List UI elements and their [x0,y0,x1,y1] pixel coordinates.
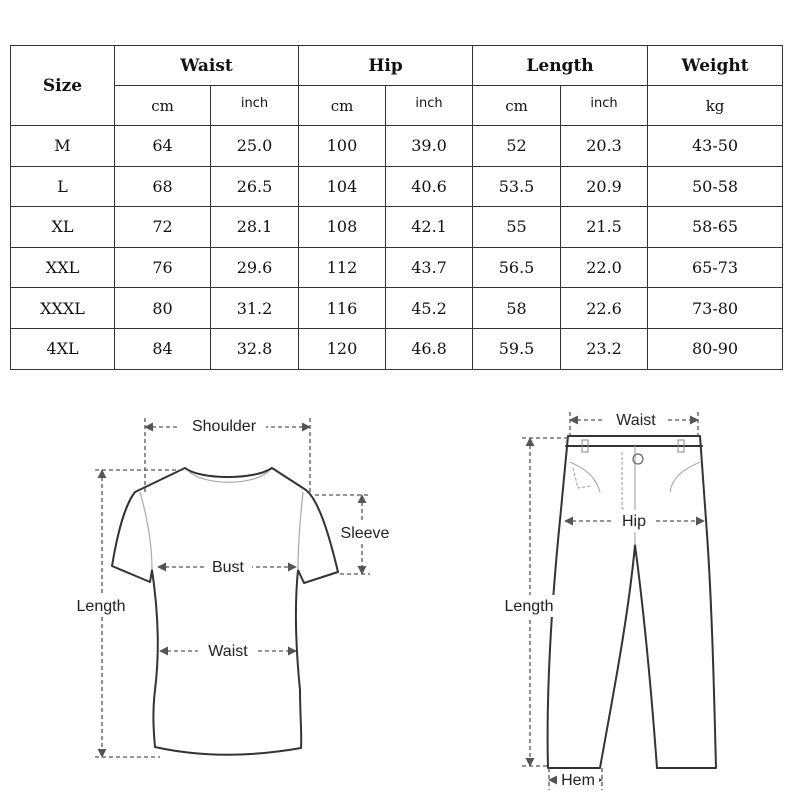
table-cell: 84 [115,328,211,369]
pants-length-label: Length [504,598,554,615]
table-cell: 22.6 [561,288,648,329]
table-cell: 45.2 [386,288,473,329]
length-cm-unit: cm [473,86,561,126]
table-cell: 32.8 [211,328,299,369]
waist-header: Waist [115,46,299,86]
tshirt-diagram [70,416,394,757]
tshirt-sleeve-seam-right [298,492,303,570]
table-cell: 55 [473,207,561,248]
table-cell: 4XL [11,328,115,369]
table-cell: 28.1 [211,207,299,248]
table-cell: 42.1 [386,207,473,248]
table-cell: 22.0 [561,247,648,288]
waist-inch-unit: inch [211,86,299,126]
table-cell: XL [11,207,115,248]
size-header: Size [11,46,115,126]
waist-cm-unit: cm [115,86,211,126]
table-cell: 26.5 [211,166,299,207]
shoulder-label: Shoulder [191,418,257,435]
table-cell: 65-73 [648,247,783,288]
table-cell: 58 [473,288,561,329]
size-rows [11,126,783,370]
table-cell: 20.3 [561,126,648,167]
tshirt-sleeve-seam-left [140,492,152,570]
length-inch-unit: inch [561,86,648,126]
table-cell: 108 [299,207,386,248]
weight-header: Weight [648,46,783,86]
table-cell: 50-58 [648,166,783,207]
table-cell: 52 [473,126,561,167]
table-cell: 120 [299,328,386,369]
table-cell: 116 [299,288,386,329]
bust-label: Bust [211,559,245,576]
table-cell: 43-50 [648,126,783,167]
table-cell: L [11,166,115,207]
table-cell: 39.0 [386,126,473,167]
table-cell: 56.5 [473,247,561,288]
table-cell: 20.9 [561,166,648,207]
shirt-length-label: Length [76,598,126,615]
table-cell: 100 [299,126,386,167]
table-cell: 72 [115,207,211,248]
table-row [11,288,783,329]
table-cell: 53.5 [473,166,561,207]
pants-pocket-left [570,462,600,492]
weight-kg-unit: kg [648,86,783,126]
hip-header: Hip [299,46,473,86]
hip-cm-unit: cm [299,86,386,126]
table-cell: 73-80 [648,288,783,329]
table-cell: 59.5 [473,328,561,369]
table-cell: XXL [11,247,115,288]
sleeve-label: Sleeve [340,525,390,542]
table-cell: 58-65 [648,207,783,248]
table-cell: 21.5 [561,207,648,248]
table-cell: 80-90 [648,328,783,369]
table-cell: 64 [115,126,211,167]
table-row [11,207,783,248]
pants-fly-stitch [622,452,635,520]
table-row [11,247,783,288]
pants-waist-label: Waist [616,412,656,429]
table-cell: 104 [299,166,386,207]
table-cell: 68 [115,166,211,207]
table-row [11,328,783,369]
length-header: Length [473,46,648,86]
table-cell: M [11,126,115,167]
table-cell: 31.2 [211,288,299,329]
table-cell: 46.8 [386,328,473,369]
tshirt-outline [112,468,338,755]
table-cell: 80 [115,288,211,329]
table-row [11,126,783,167]
table-row [11,166,783,207]
size-chart-table [10,45,783,370]
table-cell: 29.6 [211,247,299,288]
measurement-diagrams [0,390,800,800]
table-cell: 43.7 [386,247,473,288]
table-cell: 112 [299,247,386,288]
pants-pocket-right [670,462,700,492]
shirt-waist-label: Waist [208,643,248,660]
pants-hem-label: Hem [561,772,595,789]
pants-outline [548,436,716,768]
table-cell: 76 [115,247,211,288]
table-cell: 23.2 [561,328,648,369]
table-cell: 25.0 [211,126,299,167]
pants-hip-label: Hip [621,513,647,530]
pants-coin-pocket [573,468,590,488]
pants-diagram [498,409,716,790]
hip-inch-unit: inch [386,86,473,126]
table-cell: XXXL [11,288,115,329]
table-cell: 40.6 [386,166,473,207]
